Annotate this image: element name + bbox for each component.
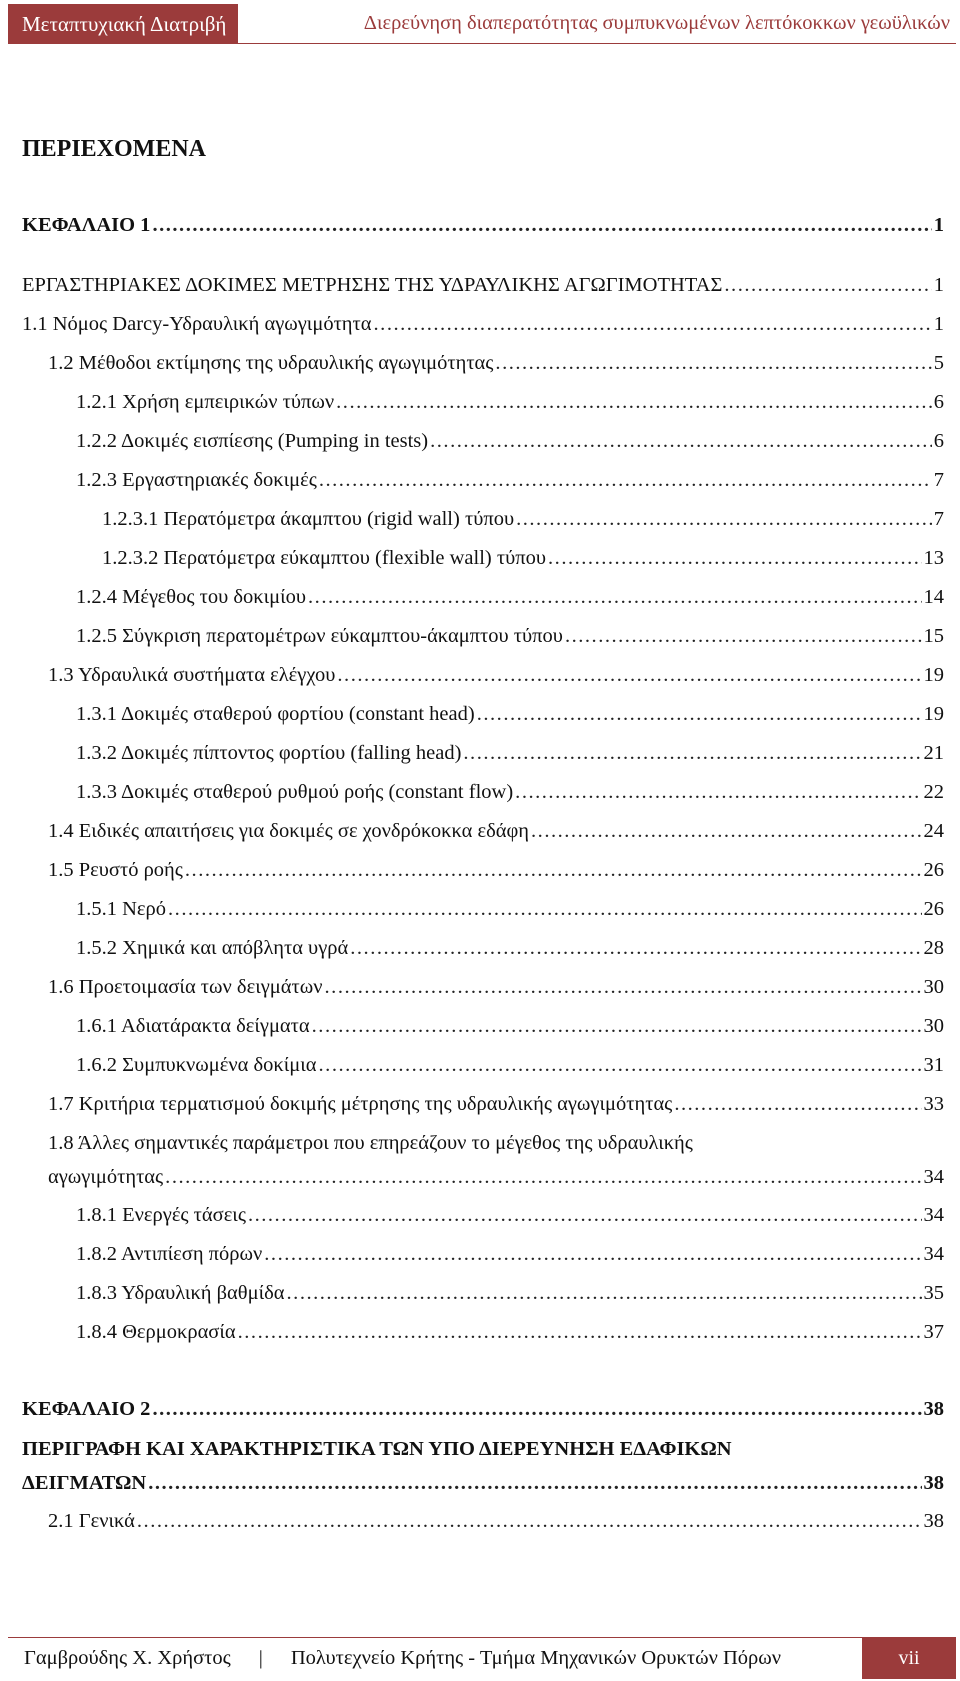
toc-entry-title: 1.8.1 Ενεργές τάσεις — [76, 1204, 246, 1226]
toc-entry-page: 38 — [923, 1510, 944, 1532]
toc-entry-page: 19 — [923, 703, 944, 725]
running-footer — [8, 1637, 956, 1679]
toc-entry-title: 1.7 Κριτήρια τερματισμού δοκιμής μέτρησης της υδραυλικής αγωγιμότητας — [48, 1093, 673, 1115]
footer-author: Γαμβρούδης Χ. Χρήστος — [24, 1647, 231, 1669]
toc-entry-title: 1.6.1 Αδιατάρακτα δείγματα — [76, 1015, 310, 1037]
toc-entry[interactable] — [0, 931, 960, 965]
toc-entry-page: 37 — [923, 1321, 944, 1343]
toc-entry-title: 1.2.3.2 Περατόμετρα εύκαμπτου (flexible wall) τύπου — [102, 547, 547, 569]
toc-entry-page: 35 — [923, 1282, 944, 1304]
toc-entry-page: 22 — [923, 781, 944, 803]
toc-entry-title: 1.3 Υδραυλικά συστήματα ελέγχου — [48, 664, 336, 686]
toc-entry-page: 14 — [923, 586, 944, 608]
toc-entry-title: 1.1 Νόμος Darcy-Υδραυλική αγωγιμότητα — [22, 313, 372, 335]
toc-entry-title: 1.3.1 Δοκιμές σταθερού φορτίου (constant head) — [76, 703, 475, 725]
toc-entry-title: 1.2.3 Εργαστηριακές δοκιμές — [76, 469, 317, 491]
toc-entry[interactable] — [0, 463, 960, 497]
toc-entry-title: 1.2.4 Μέγεθος του δοκιμίου — [76, 586, 307, 608]
toc-entry-title: 1.5 Ρευστό ροής — [48, 859, 183, 881]
toc-entry-page: 38 — [923, 1472, 944, 1494]
toc-entry[interactable] — [0, 697, 960, 731]
toc-entry-page: 6 — [933, 391, 944, 413]
toc-entry-title: 1.8.3 Υδραυλική βαθμίδα — [76, 1282, 285, 1304]
toc-entry-page: 6 — [933, 430, 944, 452]
toc-entry-title: 1.3.2 Δοκιμές πίπτοντος φορτίου (falling head) — [76, 742, 462, 764]
toc-entry-title: ΔΕΙΓΜΑΤΩΝ — [22, 1472, 147, 1494]
toc-entry[interactable] — [0, 775, 960, 809]
toc-entry-title: 1.2.5 Σύγκριση περατομέτρων εύκαμπτου-άκαμπτου τύπου — [76, 625, 563, 647]
toc-entry-page: 28 — [923, 937, 944, 959]
toc-entry-title: ΚΕΦΑΛΑΙΟ 2 — [22, 1398, 151, 1420]
toc-entry-title: 1.2 Μέθοδοι εκτίμησης της υδραυλικής αγωγιμότητας — [48, 352, 494, 374]
toc-entry[interactable] — [0, 208, 960, 242]
header-thesis-type: Μεταπτυχιακή Διατριβή — [8, 4, 238, 44]
toc-entry[interactable] — [0, 307, 960, 341]
toc-entry-title: ΕΡΓΑΣΤΗΡΙΑΚΕΣ ΔΟΚΙΜΕΣ ΜΕΤΡΗΣΗΣ ΤΗΣ ΥΔΡΑΥΛΙΚΗΣ ΑΓΩΓΙΜΟΤΗΤΑΣ — [22, 274, 723, 296]
toc-entry-title: 1.6.2 Συμπυκνωμένα δοκίμια — [76, 1054, 317, 1076]
header-thesis-title: Διερεύνηση διαπερατότητας συμπυκνωμένων λεπτόκοκκων γεωϋλικών — [238, 4, 956, 44]
toc-entry-page: 31 — [923, 1054, 944, 1076]
toc-entry[interactable] — [0, 619, 960, 653]
toc-entry-title: 1.2.2 Δοκιμές εισπίεσης (Pumping in tests) — [76, 430, 429, 452]
footer-institution: Πολυτεχνείο Κρήτης - Τμήμα Μηχανικών Ορυκτών Πόρων — [290, 1647, 782, 1669]
toc-entry-title: 1.4 Ειδικές απαιτήσεις για δοκιμές σε χονδρόκοκκα εδάφη — [48, 820, 530, 842]
toc-entry[interactable] — [0, 424, 960, 458]
toc-entry-page: 1 — [933, 313, 944, 335]
toc-entry-title: 1.2.3.1 Περατόμετρα άκαμπτου (rigid wall) τύπου — [102, 508, 515, 530]
toc-entry-title-line1: ΠΕΡΙΓΡΑΦΗ ΚΑΙ ΧΑΡΑΚΤΗΡΙΣΤΙΚΑ ΤΩΝ ΥΠΟ ΔΙΕΡΕΥΝΗΣΗ ΕΔΑΦΙΚΩΝ — [22, 1438, 732, 1460]
toc-entry-title: 1.5.1 Νερό — [76, 898, 167, 920]
toc-entry-page: 1 — [933, 274, 944, 296]
toc-entry-page: 7 — [933, 469, 944, 491]
toc-entry[interactable] — [0, 1237, 960, 1271]
toc-entry[interactable] — [0, 1087, 960, 1121]
toc-entry-title: αγωγιμότητας — [48, 1166, 164, 1188]
footer-separator: | — [258, 1647, 263, 1669]
toc-entry-page: 30 — [923, 1015, 944, 1037]
toc-entry[interactable] — [0, 268, 960, 302]
toc-entry[interactable] — [0, 502, 960, 536]
page-number: vii — [862, 1638, 956, 1679]
toc-entry[interactable] — [0, 1048, 960, 1082]
toc-entry-page: 38 — [923, 1398, 944, 1420]
toc-entry[interactable] — [0, 1504, 960, 1538]
toc-entry[interactable] — [0, 814, 960, 848]
toc-entry[interactable] — [0, 892, 960, 926]
footer-text — [8, 1638, 862, 1679]
toc-entry[interactable] — [0, 970, 960, 1004]
toc-entry-page: 26 — [923, 859, 944, 881]
toc-entry-page: 34 — [923, 1166, 944, 1188]
toc-entry-page: 24 — [923, 820, 944, 842]
toc-entry[interactable] — [0, 541, 960, 575]
toc-entry[interactable] — [0, 1009, 960, 1043]
toc-entry-title-line1: 1.8 Άλλες σημαντικές παράμετροι που επηρεάζουν το μέγεθος της υδραυλικής — [48, 1132, 693, 1154]
toc-entry-page: 34 — [923, 1243, 944, 1265]
toc-entry-page: 30 — [923, 976, 944, 998]
page-title: ΠΕΡΙΕΧΟΜΕΝΑ — [22, 136, 207, 162]
toc-entry-page: 26 — [923, 898, 944, 920]
toc-entry[interactable] — [0, 736, 960, 770]
toc-entry-page: 19 — [923, 664, 944, 686]
toc-entry-page: 1 — [933, 214, 944, 236]
toc-entry[interactable] — [0, 1392, 960, 1426]
toc-entry[interactable] — [0, 346, 960, 380]
toc-entry[interactable] — [0, 385, 960, 419]
toc-entry-page: 33 — [923, 1093, 944, 1115]
toc-entry-title: ΚΕΦΑΛΑΙΟ 1 — [22, 214, 151, 236]
toc-entry-page: 5 — [933, 352, 944, 374]
toc-entry[interactable] — [0, 1126, 960, 1194]
toc-entry-title: 1.5.2 Χημικά και απόβλητα υγρά — [76, 937, 349, 959]
toc-entry-title: 1.3.3 Δοκιμές σταθερού ρυθμού ροής (constant flow) — [76, 781, 514, 803]
toc-entry[interactable] — [0, 580, 960, 614]
toc-entry[interactable] — [0, 1198, 960, 1232]
toc-entry-page: 7 — [933, 508, 944, 530]
toc-entry-title: 2.1 Γενικά — [48, 1510, 135, 1532]
toc-entry-title: 1.8.2 Αντιπίεση πόρων — [76, 1243, 263, 1265]
toc-entry[interactable] — [0, 853, 960, 887]
toc-entry[interactable] — [0, 1276, 960, 1310]
toc-entry-page: 34 — [923, 1204, 944, 1226]
toc-entry-title: 1.6 Προετοιμασία των δειγμάτων — [48, 976, 323, 998]
toc-entry[interactable] — [0, 1315, 960, 1349]
toc-entry[interactable] — [0, 658, 960, 692]
toc-entry-title: 1.2.1 Χρήση εμπειρικών τύπων — [76, 391, 335, 413]
toc-entry-page: 21 — [923, 742, 944, 764]
toc-entry-page: 15 — [923, 625, 944, 647]
toc-entry[interactable] — [0, 1432, 960, 1500]
running-header — [8, 4, 956, 44]
toc-entry-page: 13 — [923, 547, 944, 569]
toc-entry-title: 1.8.4 Θερμοκρασία — [76, 1321, 236, 1343]
